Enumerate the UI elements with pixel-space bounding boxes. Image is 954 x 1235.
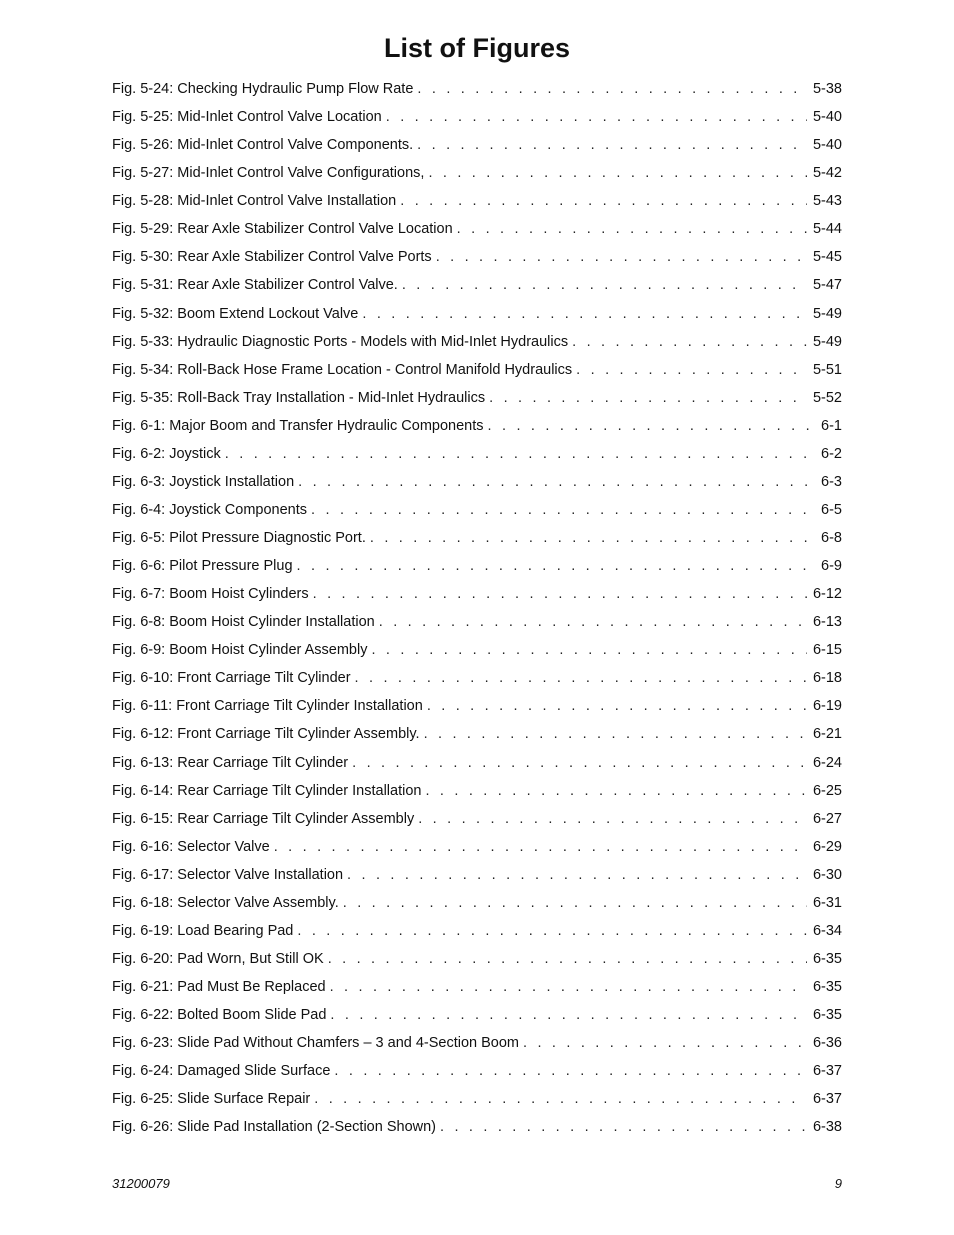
figure-entry xyxy=(112,440,842,468)
figure-entry xyxy=(112,524,842,552)
dot-leader xyxy=(334,1057,807,1085)
figure-entry-title: Fig. 6-8: Boom Hoist Cylinder Installation xyxy=(112,614,375,631)
figure-entry-page: 5-52 xyxy=(812,389,842,406)
figure-entry xyxy=(112,1029,842,1057)
figure-entry-title: Fig. 5-31: Rear Axle Stabilizer Control Valve. xyxy=(112,277,398,294)
figure-entry xyxy=(112,945,842,973)
dot-leader xyxy=(427,692,807,720)
figure-entry-page: 5-42 xyxy=(812,165,842,182)
figure-entry-page: 5-40 xyxy=(812,137,842,154)
figure-entry-title: Fig. 6-25: Slide Surface Repair xyxy=(112,1091,311,1108)
dot-leader xyxy=(225,440,815,468)
figure-entry-page: 6-21 xyxy=(812,726,842,743)
figure-entry-title: Fig. 5-34: Roll-Back Hose Frame Location - Control Manifold Hydraulics xyxy=(112,361,573,378)
figure-entry-page: 5-49 xyxy=(812,333,842,350)
dot-leader xyxy=(402,271,807,299)
figure-entry-page: 6-1 xyxy=(821,417,842,434)
figure-entry-page: 6-18 xyxy=(812,670,842,687)
dot-leader xyxy=(488,412,816,440)
figure-entry xyxy=(112,412,842,440)
figure-entry xyxy=(112,75,842,103)
figure-entry-title: Fig. 6-17: Selector Valve Installation xyxy=(112,866,344,883)
figure-entry-page: 6-5 xyxy=(821,501,842,518)
figure-entry-page: 6-34 xyxy=(812,922,842,939)
figure-entry xyxy=(112,271,842,299)
figure-entry-title: Fig. 6-20: Pad Worn, But Still OK xyxy=(112,950,324,967)
dot-leader xyxy=(417,131,807,159)
figure-entry-title: Fig. 5-27: Mid-Inlet Control Valve Configurations, xyxy=(112,165,425,182)
figure-entry xyxy=(112,805,842,833)
figure-entry-title: Fig. 6-21: Pad Must Be Replaced xyxy=(112,979,326,995)
figure-entry xyxy=(112,243,842,271)
figure-entry-page: 6-30 xyxy=(812,866,842,883)
figure-entry-title: Fig. 6-7: Boom Hoist Cylinders xyxy=(112,586,309,603)
figure-entry xyxy=(112,692,842,720)
dot-leader xyxy=(440,1113,807,1141)
figure-entry-title: Fig. 5-33: Hydraulic Diagnostic Ports - Models with Mid-Inlet Hydraulics xyxy=(112,333,569,350)
figure-entry-page: 5-51 xyxy=(812,361,842,378)
figure-entry-title: Fig. 6-15: Rear Carriage Tilt Cylinder Assembly xyxy=(112,810,415,827)
dot-leader xyxy=(328,945,807,973)
page-footer xyxy=(112,1176,842,1191)
figure-entry-title: Fig. 6-13: Rear Carriage Tilt Cylinder xyxy=(112,754,349,771)
figure-entry xyxy=(112,103,842,131)
figure-entry xyxy=(112,833,842,861)
figure-entry-page: 6-35 xyxy=(812,1007,842,1024)
figure-entry-page: 6-37 xyxy=(812,1063,842,1080)
figure-entry-title: Fig. 6-3: Joystick Installation xyxy=(112,473,295,490)
dot-leader xyxy=(418,805,807,833)
dot-leader xyxy=(347,861,807,889)
figure-entry-page: 6-36 xyxy=(812,1035,842,1052)
document-number: 31200079 xyxy=(112,1176,170,1191)
figure-entry xyxy=(112,215,842,243)
figure-entry-page: 5-45 xyxy=(812,249,842,266)
figure-entry xyxy=(112,328,842,356)
figure-entry xyxy=(112,917,842,945)
figure-entry-page: 6-35 xyxy=(812,950,842,967)
dot-leader xyxy=(400,187,807,215)
dot-leader xyxy=(352,749,807,777)
dot-leader xyxy=(330,1001,807,1029)
figure-entry xyxy=(112,300,842,328)
figure-entry-page: 6-9 xyxy=(821,558,842,575)
figure-entry-page: 5-43 xyxy=(812,193,842,210)
figure-entry-page: 6-19 xyxy=(812,698,842,715)
figure-entry xyxy=(112,580,842,608)
figure-entry xyxy=(112,973,842,1001)
figure-entry-page: 6-25 xyxy=(812,782,842,799)
figure-entry xyxy=(112,720,842,748)
dot-leader xyxy=(355,664,807,692)
dot-leader xyxy=(297,917,807,945)
dot-leader xyxy=(298,468,815,496)
figure-entry-title: Fig. 5-26: Mid-Inlet Control Valve Components. xyxy=(112,137,414,154)
figure-entry xyxy=(112,131,842,159)
figure-entry-title: Fig. 6-26: Slide Pad Installation (2-Section Shown) xyxy=(112,1119,437,1136)
figure-entry-title: Fig. 6-10: Front Carriage Tilt Cylinder xyxy=(112,670,351,687)
dot-leader xyxy=(314,1085,807,1113)
dot-leader xyxy=(330,973,807,1001)
figure-entry-title: Fig. 6-16: Selector Valve xyxy=(112,838,270,855)
dot-leader xyxy=(523,1029,807,1057)
figure-entry-page: 6-13 xyxy=(812,614,842,631)
page-number: 9 xyxy=(834,1176,842,1191)
figure-list xyxy=(112,75,842,1141)
figure-entry xyxy=(112,636,842,664)
figure-entry-page: 5-49 xyxy=(812,305,842,322)
figure-entry-title: Fig. 6-2: Joystick xyxy=(112,445,221,462)
figure-entry xyxy=(112,384,842,412)
dot-leader xyxy=(428,159,807,187)
figure-entry-title: Fig. 6-18: Selector Valve Assembly. xyxy=(112,894,339,911)
figure-entry xyxy=(112,608,842,636)
figure-entry-page: 6-29 xyxy=(812,838,842,855)
dot-leader xyxy=(362,300,807,328)
figure-entry-page: 6-12 xyxy=(812,586,842,603)
figure-entry-title: Fig. 6-23: Slide Pad Without Chamfers – 3 and 4-Section Boom xyxy=(112,1035,520,1052)
figure-entry xyxy=(112,664,842,692)
dot-leader xyxy=(436,243,807,271)
figure-entry-page: 6-38 xyxy=(812,1119,842,1136)
figure-entry xyxy=(112,889,842,917)
figure-entry xyxy=(112,468,842,496)
figure-entry-title: Fig. 6-6: Pilot Pressure Plug xyxy=(112,558,293,575)
dot-leader xyxy=(311,496,815,524)
figure-entry-page: 6-35 xyxy=(812,979,842,995)
figure-entry-page: 6-3 xyxy=(821,473,842,490)
figure-entry xyxy=(112,1057,842,1085)
dot-leader xyxy=(343,889,807,917)
figure-entry-page: 6-15 xyxy=(812,642,842,659)
figure-entry xyxy=(112,777,842,805)
figure-entry-title: Fig. 6-11: Front Carriage Tilt Cylinder Installation xyxy=(112,698,423,715)
dot-leader xyxy=(576,356,807,384)
dot-leader xyxy=(274,833,807,861)
figure-entry xyxy=(112,552,842,580)
figure-entry-title: Fig. 5-35: Roll-Back Tray Installation - Mid-Inlet Hydraulics xyxy=(112,389,486,406)
figure-entry-title: Fig. 6-14: Rear Carriage Tilt Cylinder Installation xyxy=(112,782,422,799)
figure-entry-title: Fig. 5-25: Mid-Inlet Control Valve Location xyxy=(112,109,382,126)
dot-leader xyxy=(371,636,807,664)
dot-leader xyxy=(370,524,815,552)
figure-entry-page: 6-8 xyxy=(821,530,842,546)
dot-leader xyxy=(379,608,807,636)
figure-entry-page: 5-44 xyxy=(812,221,842,238)
figure-entry xyxy=(112,749,842,777)
dot-leader xyxy=(489,384,807,412)
dot-leader xyxy=(424,720,807,748)
dot-leader xyxy=(457,215,807,243)
figure-entry xyxy=(112,159,842,187)
page-title: List of Figures xyxy=(383,33,570,63)
figure-entry xyxy=(112,1085,842,1113)
figure-entry-title: Fig. 5-28: Mid-Inlet Control Valve Installation xyxy=(112,193,397,210)
dot-leader xyxy=(386,103,807,131)
figure-entry xyxy=(112,1113,842,1141)
figure-entry-title: Fig. 5-24: Checking Hydraulic Pump Flow Rate xyxy=(112,81,414,97)
figure-entry-page: 6-37 xyxy=(812,1091,842,1108)
figure-entry-title: Fig. 6-4: Joystick Components xyxy=(112,501,308,518)
figure-entry-title: Fig. 6-19: Load Bearing Pad xyxy=(112,922,294,939)
figure-entry-page: 5-38 xyxy=(812,81,842,97)
dot-leader xyxy=(425,777,807,805)
figure-entry-title: Fig. 6-24: Damaged Slide Surface xyxy=(112,1063,331,1080)
figure-entry xyxy=(112,861,842,889)
figure-entry-title: Fig. 6-1: Major Boom and Transfer Hydraulic Components xyxy=(112,417,484,434)
dot-leader xyxy=(297,552,816,580)
figure-entry-title: Fig. 5-29: Rear Axle Stabilizer Control Valve Location xyxy=(112,221,453,238)
figure-entry xyxy=(112,187,842,215)
figure-entry-page: 5-47 xyxy=(812,277,842,294)
figure-entry-page: 6-31 xyxy=(812,894,842,911)
figure-entry xyxy=(112,356,842,384)
figure-entry-title: Fig. 5-32: Boom Extend Lockout Valve xyxy=(112,305,359,322)
dot-leader xyxy=(572,328,807,356)
figure-entry-title: Fig. 6-12: Front Carriage Tilt Cylinder Assembly. xyxy=(112,726,420,743)
figure-entry-page: 6-27 xyxy=(812,810,842,827)
figure-entry-page: 6-2 xyxy=(821,445,842,462)
dot-leader xyxy=(417,75,807,103)
figure-entry-title: Fig. 6-5: Pilot Pressure Diagnostic Port. xyxy=(112,530,366,546)
figure-entry-page: 6-24 xyxy=(812,754,842,771)
figure-entry-page: 5-40 xyxy=(812,109,842,126)
dot-leader xyxy=(313,580,807,608)
figure-entry-title: Fig. 6-9: Boom Hoist Cylinder Assembly xyxy=(112,642,368,659)
figure-entry-title: Fig. 5-30: Rear Axle Stabilizer Control Valve Ports xyxy=(112,249,432,266)
figure-entry-title: Fig. 6-22: Bolted Boom Slide Pad xyxy=(112,1007,327,1024)
figure-entry xyxy=(112,1001,842,1029)
figure-entry xyxy=(112,496,842,524)
